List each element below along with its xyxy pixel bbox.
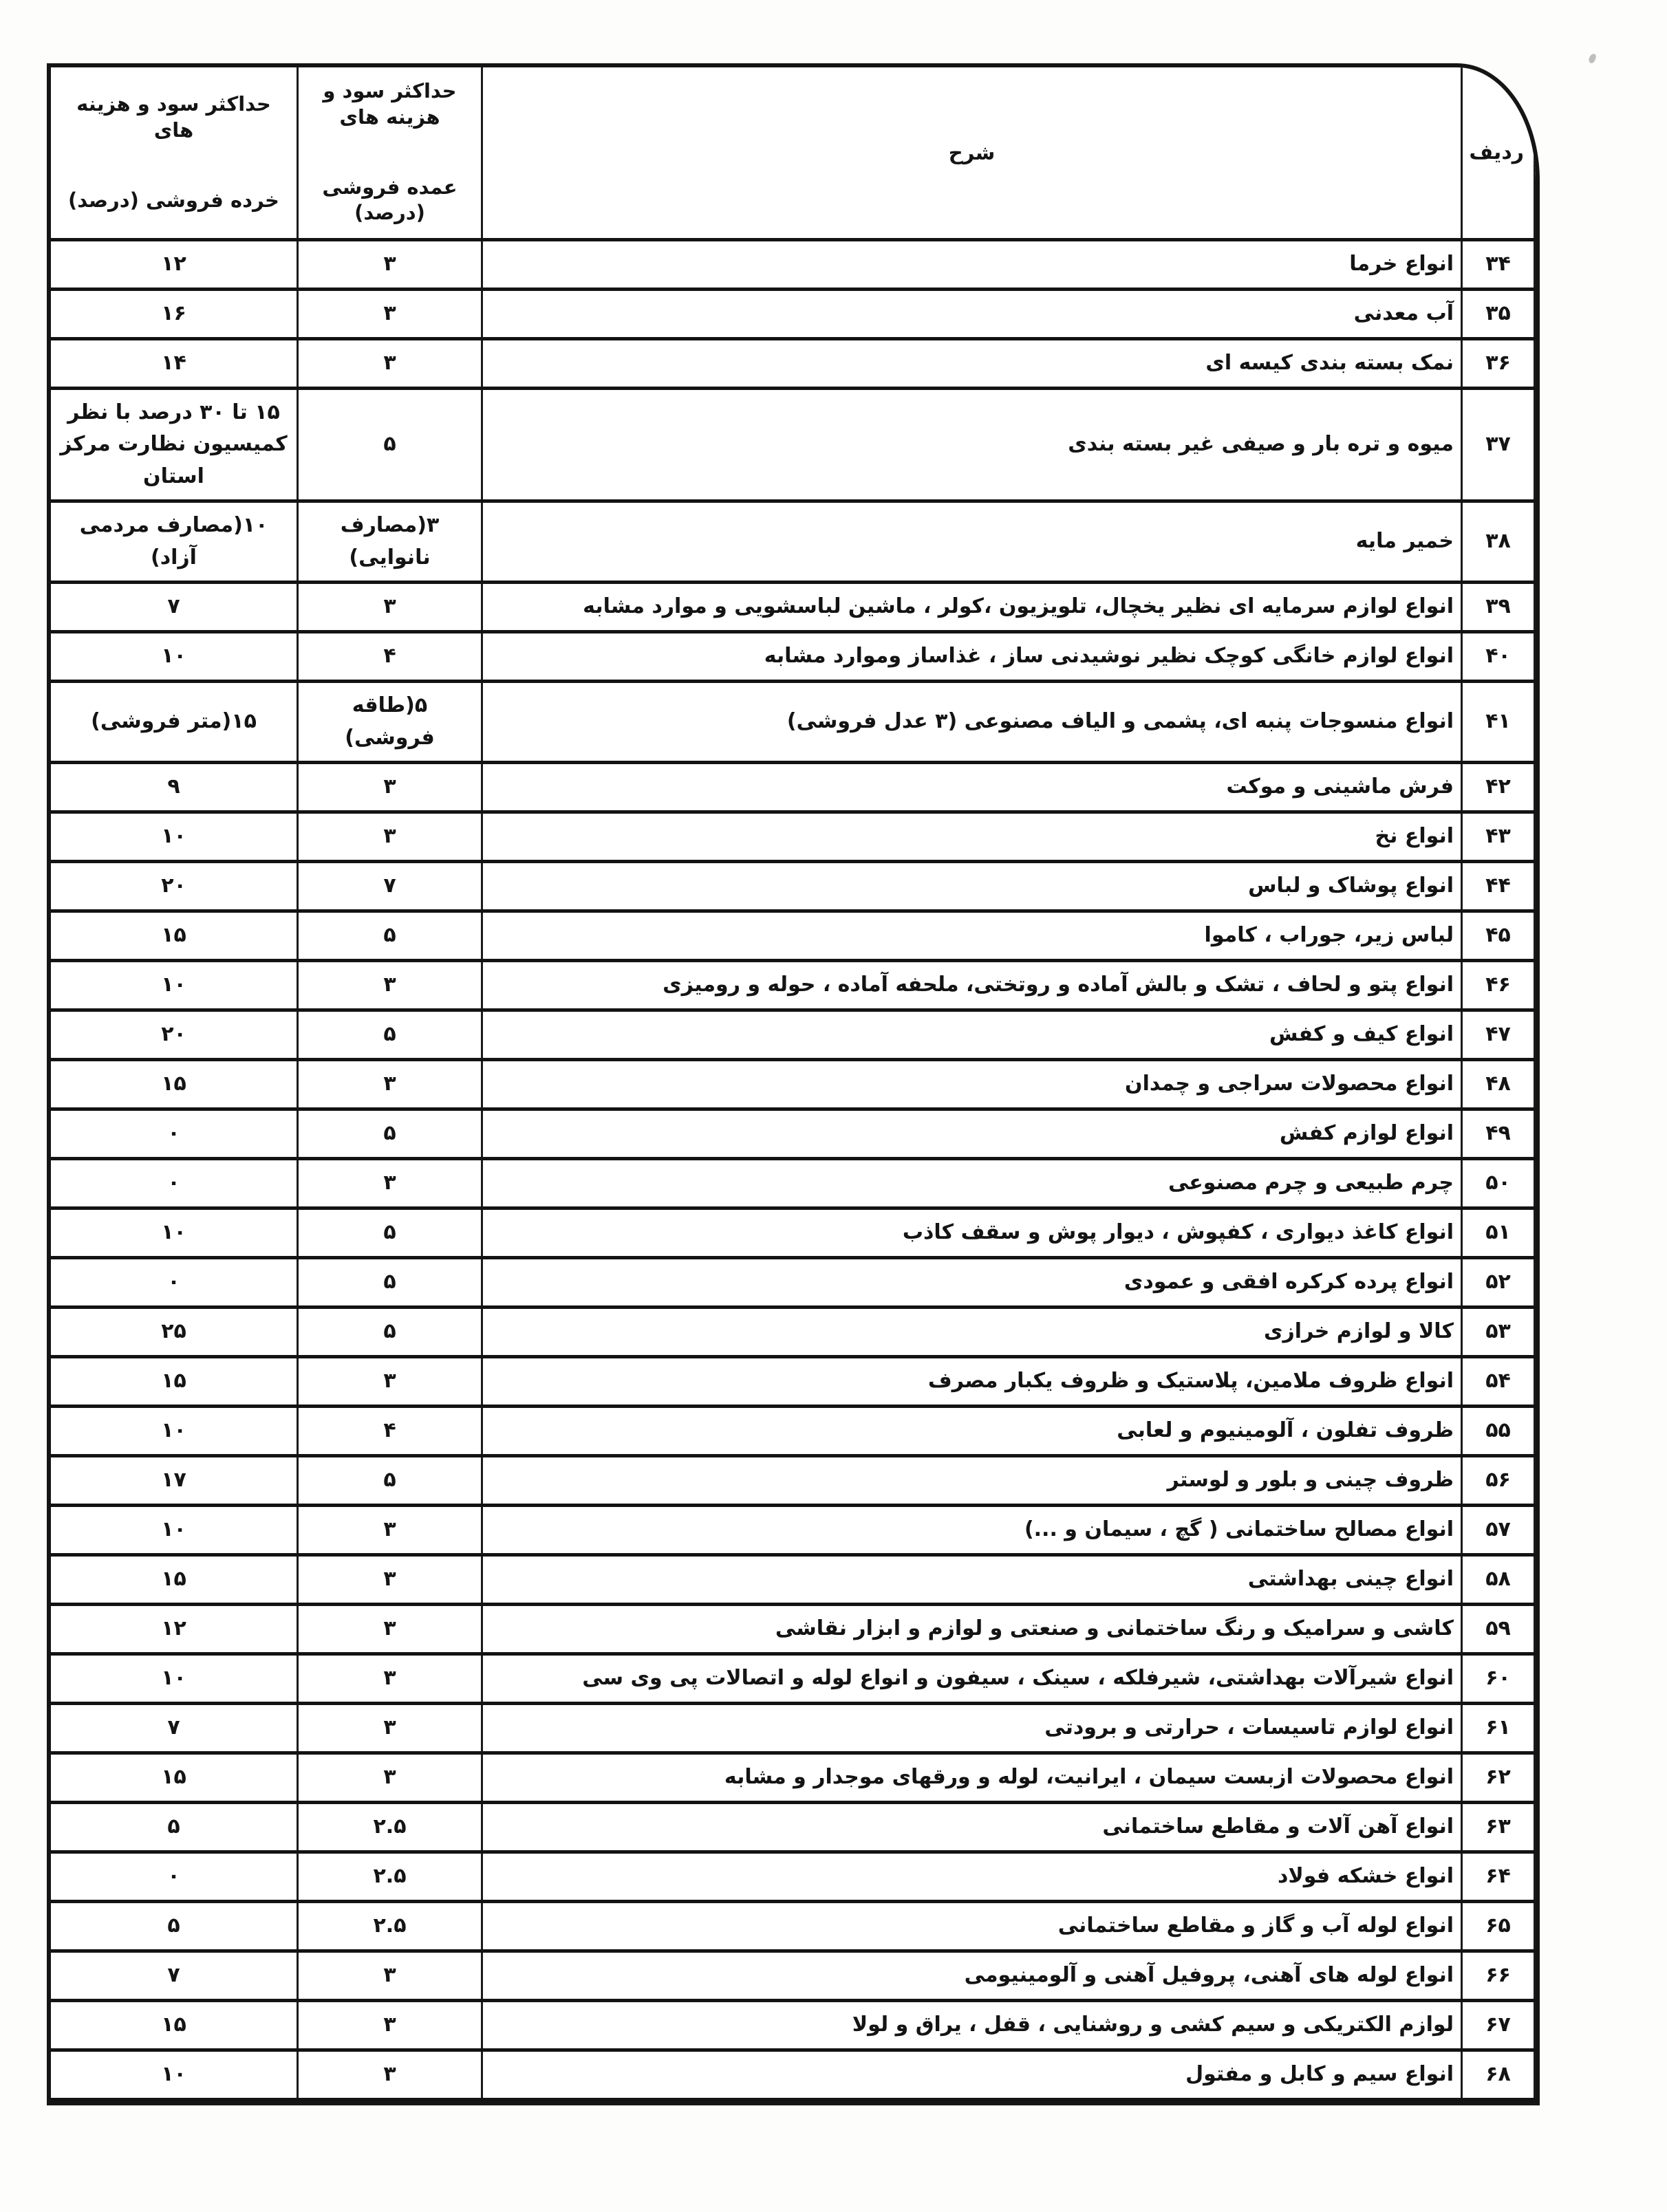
- cell-row-number: ۴۱: [1462, 682, 1535, 763]
- col-header-retail-line2: خرده فروشی (درصد): [68, 188, 279, 212]
- cell-description: انواع پرده کرکره افقی و عمودی: [482, 1258, 1462, 1308]
- table-row: [50, 2001, 1535, 2050]
- cell-description: انواع لوله آب و گاز و مقاطع ساختمانی: [482, 1902, 1462, 1951]
- table-row: [50, 1753, 1535, 1803]
- cell-wholesale: ۳: [298, 289, 482, 338]
- cell-row-number: ۶۱: [1462, 1704, 1535, 1753]
- cell-wholesale: ۳(مصارف نانوایی): [298, 501, 482, 583]
- cell-retail: ۷: [50, 583, 298, 632]
- cell-retail: ۱۲: [50, 1605, 298, 1654]
- cell-description: انواع خشکه فولاد: [482, 1852, 1462, 1902]
- table-row: [50, 1159, 1535, 1208]
- cell-retail: ۱۵(متر فروشی): [50, 682, 298, 763]
- table-row: [50, 583, 1535, 632]
- cell-retail: ۱۰: [50, 812, 298, 862]
- cell-wholesale: ۳: [298, 961, 482, 1010]
- col-header-retail: [50, 67, 298, 239]
- cell-wholesale: ۳: [298, 2001, 482, 2050]
- table-row: [50, 2050, 1535, 2100]
- table-row: [50, 1803, 1535, 1852]
- cell-wholesale: ۳: [298, 1654, 482, 1704]
- cell-retail: ۱۲: [50, 239, 298, 289]
- table-row: [50, 1902, 1535, 1951]
- cell-description: انواع کیف و کفش: [482, 1010, 1462, 1060]
- cell-wholesale: ۵: [298, 1308, 482, 1357]
- cell-retail: ۰: [50, 1852, 298, 1902]
- cell-wholesale: ۳: [298, 1555, 482, 1605]
- cell-row-number: ۳۷: [1462, 388, 1535, 501]
- col-header-row-number: ردیف: [1462, 67, 1535, 239]
- cell-row-number: ۴۹: [1462, 1109, 1535, 1159]
- cell-description: کالا و لوازم خرازی: [482, 1308, 1462, 1357]
- cell-retail: ۱۵: [50, 1753, 298, 1803]
- cell-wholesale: ۴: [298, 1407, 482, 1456]
- table-row: [50, 501, 1535, 583]
- cell-description: انواع کاغذ دیواری ، کفپوش ، دیوار پوش و سقف کاذب: [482, 1208, 1462, 1258]
- cell-description: انواع لوازم کفش: [482, 1109, 1462, 1159]
- cell-retail: ۷: [50, 1704, 298, 1753]
- cell-description: ظروف چینی و بلور و لوستر: [482, 1456, 1462, 1506]
- cell-description: انواع لوازم خانگی کوچک نظیر نوشیدنی ساز ، غذاساز وموارد مشابه: [482, 632, 1462, 682]
- cell-row-number: ۵۷: [1462, 1506, 1535, 1555]
- cell-wholesale: ۳: [298, 1753, 482, 1803]
- cell-description: خمیر مایه: [482, 501, 1462, 583]
- cell-description: انواع محصولات ازبست سیمان ، ایرانیت، لوله و ورقهای موجدار و مشابه: [482, 1753, 1462, 1803]
- cell-row-number: ۳۹: [1462, 583, 1535, 632]
- table-row: [50, 1852, 1535, 1902]
- table-row: [50, 1308, 1535, 1357]
- cell-row-number: ۶۸: [1462, 2050, 1535, 2100]
- cell-description: فرش ماشینی و موکت: [482, 763, 1462, 812]
- table-row: [50, 239, 1535, 289]
- table-row: [50, 1555, 1535, 1605]
- cell-retail: ۲۵: [50, 1308, 298, 1357]
- table-row: [50, 1258, 1535, 1308]
- cell-description: میوه و تره بار و صیفی غیر بسته بندی: [482, 388, 1462, 501]
- table-row: [50, 1704, 1535, 1753]
- cell-retail: ۱۵: [50, 911, 298, 961]
- cell-description: انواع پوشاک و لباس: [482, 862, 1462, 911]
- cell-wholesale: ۷: [298, 862, 482, 911]
- table-row: [50, 289, 1535, 338]
- cell-description: ظروف تفلون ، آلومینیوم و لعابی: [482, 1407, 1462, 1456]
- cell-description: انواع چینی بهداشتی: [482, 1555, 1462, 1605]
- cell-row-number: ۵۰: [1462, 1159, 1535, 1208]
- cell-description: انواع آهن آلات و مقاطع ساختمانی: [482, 1803, 1462, 1852]
- cell-row-number: ۶۷: [1462, 2001, 1535, 2050]
- cell-retail: ۰: [50, 1159, 298, 1208]
- cell-wholesale: ۵: [298, 911, 482, 961]
- cell-description: چرم طبیعی و چرم مصنوعی: [482, 1159, 1462, 1208]
- cell-wholesale: ۵: [298, 1010, 482, 1060]
- cell-row-number: ۶۳: [1462, 1803, 1535, 1852]
- cell-description: انواع لوله های آهنی، پروفیل آهنی و آلومینیومی: [482, 1951, 1462, 2001]
- cell-row-number: ۵۱: [1462, 1208, 1535, 1258]
- rates-table: [49, 67, 1536, 2101]
- cell-wholesale: ۵: [298, 388, 482, 501]
- cell-retail: ۱۶: [50, 289, 298, 338]
- cell-wholesale: ۳: [298, 1159, 482, 1208]
- table-row: [50, 961, 1535, 1010]
- cell-row-number: ۵۲: [1462, 1258, 1535, 1308]
- cell-description: انواع ظروف ملامین، پلاستیک و ظروف یکبار مصرف: [482, 1357, 1462, 1407]
- cell-wholesale: ۵(طاقه فروشی): [298, 682, 482, 763]
- table-row: [50, 338, 1535, 388]
- cell-retail: ۵: [50, 1803, 298, 1852]
- cell-wholesale: ۲.۵: [298, 1803, 482, 1852]
- table-row: [50, 1060, 1535, 1109]
- cell-wholesale: ۳: [298, 1357, 482, 1407]
- table-row: [50, 1357, 1535, 1407]
- col-header-wholesale-line1: حداکثر سود و هزینه های: [323, 79, 457, 129]
- cell-retail: ۱۵: [50, 1555, 298, 1605]
- table-row: [50, 862, 1535, 911]
- cell-description: لوازم الکتریکی و سیم کشی و روشنایی ، قفل ، یراق و لولا: [482, 2001, 1462, 2050]
- cell-wholesale: ۵: [298, 1208, 482, 1258]
- cell-description: انواع خرما: [482, 239, 1462, 289]
- cell-description: انواع محصولات سراجی و چمدان: [482, 1060, 1462, 1109]
- cell-row-number: ۶۶: [1462, 1951, 1535, 2001]
- cell-description: انواع شیرآلات بهداشتی، شیرفلکه ، سینک ، سیفون و انواع لوله و اتصالات پی وی سی: [482, 1654, 1462, 1704]
- cell-retail: ۱۰(مصارف مردمی آزاد): [50, 501, 298, 583]
- cell-row-number: ۶۲: [1462, 1753, 1535, 1803]
- cell-retail: ۱۵: [50, 1357, 298, 1407]
- table-row: [50, 632, 1535, 682]
- cell-description: انواع مصالح ساختمانی ( گچ ، سیمان و ...): [482, 1506, 1462, 1555]
- table-row: [50, 682, 1535, 763]
- cell-retail: ۰: [50, 1258, 298, 1308]
- cell-description: انواع منسوجات پنبه ای، پشمی و الیاف مصنوعی (۳ عدل فروشی): [482, 682, 1462, 763]
- cell-retail: ۱۵: [50, 2001, 298, 2050]
- cell-row-number: ۵۴: [1462, 1357, 1535, 1407]
- cell-description: انواع لوازم تاسیسات ، حرارتی و برودتی: [482, 1704, 1462, 1753]
- cell-description: انواع لوازم سرمایه ای نظیر یخچال، تلویزیون ،کولر ، ماشین لباسشویی و موارد مشابه: [482, 583, 1462, 632]
- cell-row-number: ۴۰: [1462, 632, 1535, 682]
- table-row: [50, 911, 1535, 961]
- cell-row-number: ۶۰: [1462, 1654, 1535, 1704]
- cell-wholesale: ۵: [298, 1258, 482, 1308]
- cell-row-number: ۴۸: [1462, 1060, 1535, 1109]
- cell-wholesale: ۵: [298, 1456, 482, 1506]
- cell-wholesale: ۵: [298, 1109, 482, 1159]
- cell-description: نمک بسته بندی کیسه ای: [482, 338, 1462, 388]
- cell-retail: ۱۰: [50, 961, 298, 1010]
- cell-row-number: ۳۵: [1462, 289, 1535, 338]
- cell-row-number: ۵۶: [1462, 1456, 1535, 1506]
- cell-retail: ۱۵ تا ۳۰ درصد با نظر کمیسیون نظارت مرکز استان: [50, 388, 298, 501]
- table-row: [50, 1456, 1535, 1506]
- cell-retail: ۱۰: [50, 1654, 298, 1704]
- cell-retail: ۱۰: [50, 1208, 298, 1258]
- table-row: [50, 1506, 1535, 1555]
- cell-row-number: ۵۵: [1462, 1407, 1535, 1456]
- cell-row-number: ۴۷: [1462, 1010, 1535, 1060]
- col-header-retail-line1: حداکثر سود و هزینه های: [76, 92, 271, 142]
- cell-row-number: ۴۴: [1462, 862, 1535, 911]
- cell-row-number: ۶۴: [1462, 1852, 1535, 1902]
- col-header-wholesale-line2: عمده فروشی (درصد): [322, 175, 458, 225]
- cell-row-number: ۳۴: [1462, 239, 1535, 289]
- cell-retail: ۰: [50, 1109, 298, 1159]
- cell-retail: ۹: [50, 763, 298, 812]
- cell-retail: ۱۰: [50, 2050, 298, 2100]
- cell-row-number: ۵۸: [1462, 1555, 1535, 1605]
- cell-description: انواع نخ: [482, 812, 1462, 862]
- col-header-wholesale: [298, 67, 482, 239]
- table-row: [50, 1605, 1535, 1654]
- cell-wholesale: ۳: [298, 1060, 482, 1109]
- table-row: [50, 388, 1535, 501]
- table-row: [50, 1109, 1535, 1159]
- table-row: [50, 763, 1535, 812]
- cell-description: انواع سیم و کابل و مفتول: [482, 2050, 1462, 2100]
- scan-speck: [1588, 53, 1597, 64]
- cell-wholesale: ۳: [298, 763, 482, 812]
- cell-retail: ۲۰: [50, 862, 298, 911]
- cell-description: انواع پتو و لحاف ، تشک و بالش آماده و روتختی، ملحفه آماده ، حوله و رومیزی: [482, 961, 1462, 1010]
- table-row: [50, 1654, 1535, 1704]
- cell-row-number: ۶۵: [1462, 1902, 1535, 1951]
- cell-retail: ۱۷: [50, 1456, 298, 1506]
- cell-row-number: ۴۲: [1462, 763, 1535, 812]
- cell-retail: ۱۵: [50, 1060, 298, 1109]
- cell-wholesale: ۲.۵: [298, 1852, 482, 1902]
- cell-retail: ۱۰: [50, 1407, 298, 1456]
- cell-row-number: ۴۳: [1462, 812, 1535, 862]
- cell-wholesale: ۳: [298, 1704, 482, 1753]
- cell-wholesale: ۲.۵: [298, 1902, 482, 1951]
- cell-wholesale: ۳: [298, 1605, 482, 1654]
- header-row: [50, 67, 1535, 239]
- cell-retail: ۱۴: [50, 338, 298, 388]
- table-row: [50, 1951, 1535, 2001]
- table-row: [50, 1407, 1535, 1456]
- cell-wholesale: ۴: [298, 632, 482, 682]
- cell-wholesale: ۳: [298, 338, 482, 388]
- cell-retail: ۵: [50, 1902, 298, 1951]
- cell-retail: ۱۰: [50, 632, 298, 682]
- cell-description: آب معدنی: [482, 289, 1462, 338]
- cell-wholesale: ۳: [298, 1951, 482, 2001]
- cell-description: لباس زیر، جوراب ، کاموا: [482, 911, 1462, 961]
- cell-row-number: ۴۵: [1462, 911, 1535, 961]
- table-row: [50, 812, 1535, 862]
- cell-retail: ۷: [50, 1951, 298, 2001]
- cell-wholesale: ۳: [298, 2050, 482, 2100]
- cell-row-number: ۵۹: [1462, 1605, 1535, 1654]
- cell-description: کاشی و سرامیک و رنگ ساختمانی و صنعتی و لوازم و ابزار نقاشی: [482, 1605, 1462, 1654]
- rates-table-container: [47, 63, 1540, 2105]
- cell-row-number: ۴۶: [1462, 961, 1535, 1010]
- table-row: [50, 1010, 1535, 1060]
- cell-wholesale: ۳: [298, 812, 482, 862]
- cell-wholesale: ۳: [298, 239, 482, 289]
- cell-wholesale: ۳: [298, 583, 482, 632]
- table-row: [50, 1208, 1535, 1258]
- cell-retail: ۱۰: [50, 1506, 298, 1555]
- cell-row-number: ۵۳: [1462, 1308, 1535, 1357]
- cell-row-number: ۳۸: [1462, 501, 1535, 583]
- cell-row-number: ۳۶: [1462, 338, 1535, 388]
- col-header-description: شرح: [482, 67, 1462, 239]
- cell-wholesale: ۳: [298, 1506, 482, 1555]
- cell-retail: ۲۰: [50, 1010, 298, 1060]
